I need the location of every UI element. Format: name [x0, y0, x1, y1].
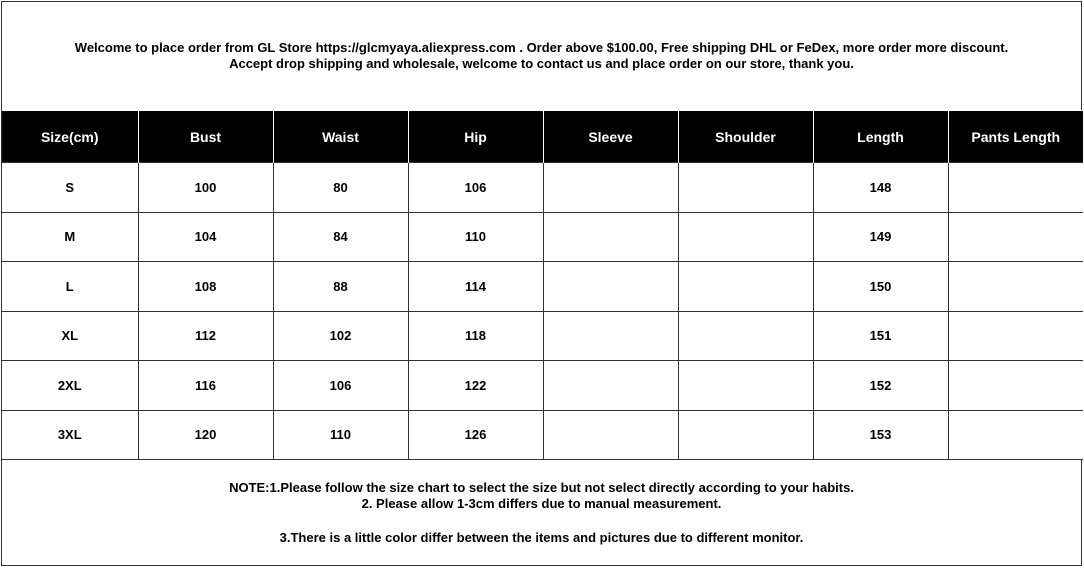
table-cell-hip: 106 [408, 163, 543, 213]
table-cell-bust: 108 [138, 262, 273, 312]
table-cell-pants-length [948, 212, 1083, 262]
table-row [2, 311, 1083, 361]
column-header-bust: Bust [138, 111, 273, 163]
table-cell-bust: 104 [138, 212, 273, 262]
column-header-shoulder: Shoulder [678, 111, 813, 163]
table-row [2, 163, 1083, 213]
table-cell-length: 148 [813, 163, 948, 213]
table-cell-hip: 114 [408, 262, 543, 312]
table-cell-sleeve [543, 262, 678, 312]
table-cell-size: XL [2, 311, 138, 361]
size-notes [2, 480, 1081, 546]
table-cell-waist: 106 [273, 361, 408, 411]
table-cell-pants-length [948, 361, 1083, 411]
table-cell-sleeve [543, 311, 678, 361]
table-cell-shoulder [678, 163, 813, 213]
welcome-line-2: Accept drop shipping and wholesale, welcome to contact us and place order on our store, thank you. [229, 56, 854, 71]
column-header-length: Length [813, 111, 948, 163]
table-cell-length: 151 [813, 311, 948, 361]
table-cell-sleeve [543, 361, 678, 411]
table-cell-hip: 110 [408, 212, 543, 262]
table-cell-waist: 110 [273, 410, 408, 460]
table-cell-bust: 116 [138, 361, 273, 411]
table-cell-length: 150 [813, 262, 948, 312]
table-cell-sleeve [543, 163, 678, 213]
table-cell-hip: 126 [408, 410, 543, 460]
table-cell-waist: 102 [273, 311, 408, 361]
table-cell-bust: 100 [138, 163, 273, 213]
table-cell-sleeve [543, 410, 678, 460]
note-size-selection: NOTE:1.Please follow the size chart to select the size but not select directly according to your habits. [229, 480, 854, 495]
table-cell-shoulder [678, 212, 813, 262]
table-cell-bust: 112 [138, 311, 273, 361]
table-cell-shoulder [678, 361, 813, 411]
table-cell-waist: 80 [273, 163, 408, 213]
table-cell-hip: 122 [408, 361, 543, 411]
table-header-row [2, 111, 1083, 163]
table-cell-length: 153 [813, 410, 948, 460]
table-cell-shoulder [678, 311, 813, 361]
note-color-difference: 3.There is a little color differ between the items and pictures due to different monitor. [279, 530, 804, 545]
table-cell-size: 3XL [2, 410, 138, 460]
table-cell-pants-length [948, 262, 1083, 312]
table-cell-pants-length [948, 410, 1083, 460]
table-row [2, 262, 1083, 312]
table-cell-bust: 120 [138, 410, 273, 460]
table-row [2, 410, 1083, 460]
size-chart-table [2, 110, 1083, 460]
column-header-hip: Hip [408, 111, 543, 163]
table-cell-hip: 118 [408, 311, 543, 361]
table-cell-size: S [2, 163, 138, 213]
welcome-line-1: Welcome to place order from GL Store https://glcmyaya.aliexpress.com . Order above $100.00, Free shipping DHL or FeDex, more order more discount. [74, 40, 1009, 55]
table-cell-waist: 88 [273, 262, 408, 312]
table-cell-waist: 84 [273, 212, 408, 262]
store-welcome-message [2, 2, 1081, 110]
table-cell-shoulder [678, 262, 813, 312]
column-header-size: Size(cm) [2, 111, 138, 163]
table-cell-sleeve [543, 212, 678, 262]
table-cell-length: 149 [813, 212, 948, 262]
table-row [2, 361, 1083, 411]
table-cell-size: M [2, 212, 138, 262]
column-header-sleeve: Sleeve [543, 111, 678, 163]
note-measurement-tolerance: 2. Please allow 1-3cm differs due to manual measurement. [361, 496, 722, 511]
table-cell-size: L [2, 262, 138, 312]
size-chart-frame [1, 1, 1082, 566]
table-row [2, 212, 1083, 262]
table-cell-length: 152 [813, 361, 948, 411]
table-cell-size: 2XL [2, 361, 138, 411]
table-cell-shoulder [678, 410, 813, 460]
column-header-waist: Waist [273, 111, 408, 163]
column-header-pants-length: Pants Length [948, 111, 1083, 163]
table-cell-pants-length [948, 163, 1083, 213]
table-cell-pants-length [948, 311, 1083, 361]
